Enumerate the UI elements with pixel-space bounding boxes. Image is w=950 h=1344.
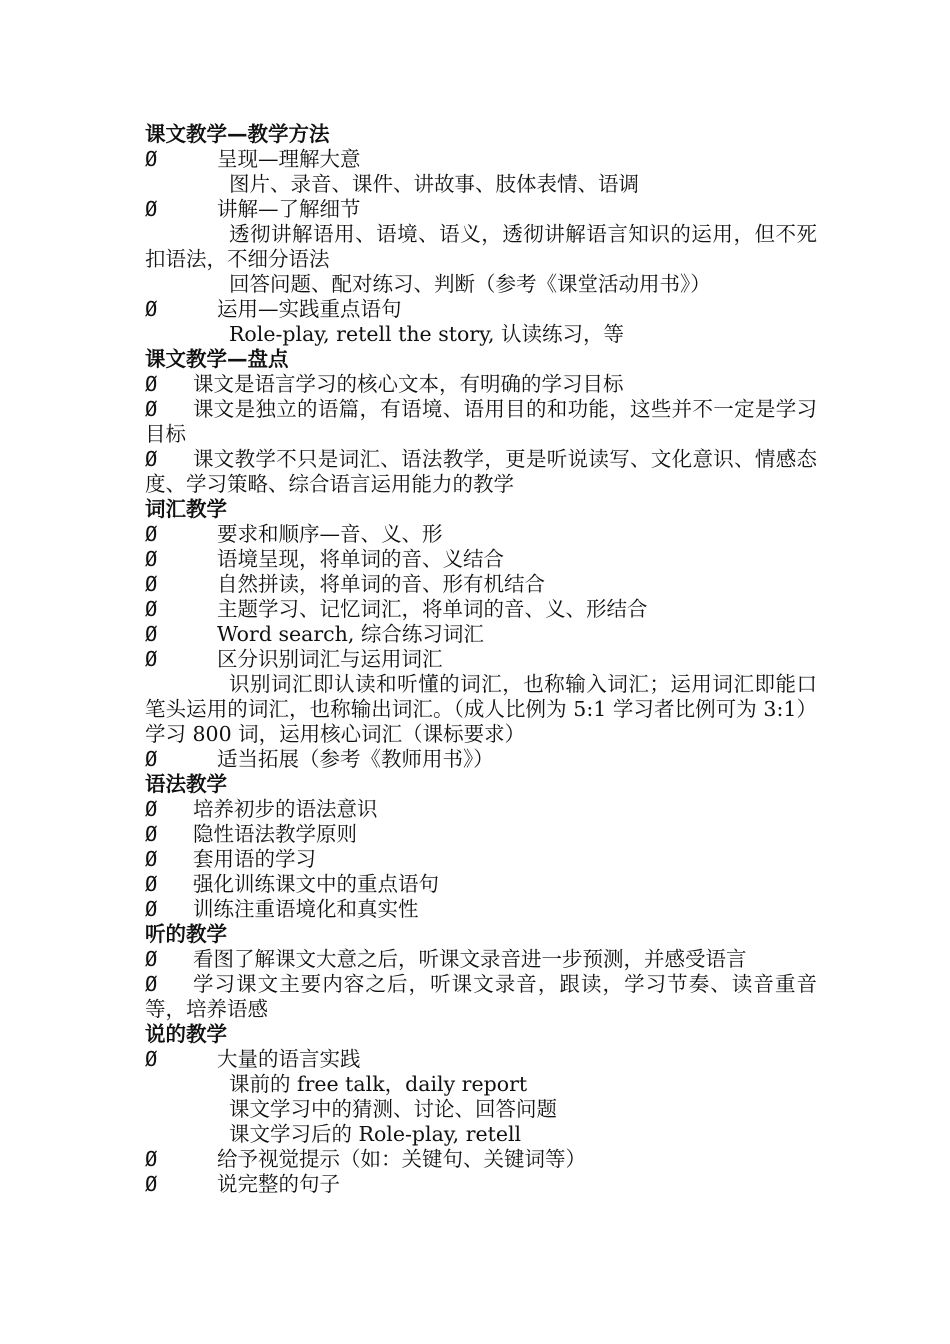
heading-text-listening: 听的教学: [145, 922, 227, 946]
bullet-text: 培养初步的语法意识: [193, 797, 378, 821]
sub-text: 课文学习中的猜测、讨论、回答问题: [229, 1097, 557, 1121]
heading-text-vocabulary: 词汇教学: [145, 497, 227, 521]
bullet-text: 讲解—了解细节: [217, 197, 361, 221]
bullet-text: 给予视觉提示（如：关键句、关键词等）: [217, 1147, 586, 1171]
bullet-text: 自然拼读，将单词的音、形有机结合: [217, 572, 545, 596]
bullet-icon: Ø: [145, 747, 158, 771]
bullet-text: 适当拓展（参考《教师用书》）: [217, 747, 494, 771]
bullet-row: [145, 797, 817, 822]
bullet-row: [145, 547, 817, 572]
bullet-icon: Ø: [145, 647, 158, 671]
bullet-text: 主题学习、记忆词汇，将单词的音、义、形结合: [217, 597, 648, 621]
sub-text: 回答问题、配对练习、判断（参考《课堂活动用书》）: [229, 272, 711, 296]
bullet-row: [145, 522, 817, 547]
bullet-row: [145, 297, 817, 322]
bullet-row-wrapped: [145, 972, 817, 1022]
heading-text-review: 课文教学—盘点: [145, 347, 289, 371]
bullet-text: 要求和顺序—音、义、形: [217, 522, 443, 546]
bullet-icon: Ø: [145, 1172, 158, 1196]
bullet-row: [145, 822, 817, 847]
bullet-icon: Ø: [145, 397, 158, 421]
bullet-row: [145, 847, 817, 872]
bullet-icon: Ø: [145, 447, 158, 471]
bullet-icon: Ø: [145, 872, 158, 896]
bullet-text: 看图了解课文大意之后，听课文录音进一步预测，并感受语言: [193, 947, 747, 971]
bullet-text: 隐性语法教学原则: [193, 822, 357, 846]
bullet-row: [145, 197, 817, 222]
bullet-icon: Ø: [145, 547, 158, 571]
heading-text-speaking: 说的教学: [145, 1022, 227, 1046]
bullet-icon: Ø: [145, 522, 158, 546]
bullet-text: 强化训练课文中的重点语句: [193, 872, 439, 896]
bullet-icon: Ø: [145, 947, 158, 971]
sub-paragraph: 识别词汇即认读和听懂的词汇，也称输入词汇；运用词汇即能口笔头运用的词汇，也称输出词汇。（成人比例为 5:1 学习者比例可为 3:1） 学习 800 词，运用核心词汇（课标要求）: [145, 672, 817, 746]
bullet-text: 课文教学不只是词汇、语法教学，更是听说读写、文化意识、情感态度、学习策略、综合语言运用能力的教学: [145, 447, 817, 496]
bullet-row: [145, 597, 817, 622]
bullet-icon: Ø: [145, 372, 158, 396]
heading-text-grammar: 语法教学: [145, 772, 227, 796]
bullet-text: 大量的语言实践: [217, 1047, 361, 1071]
bullet-icon: Ø: [145, 797, 158, 821]
bullet-row: [145, 1147, 817, 1172]
bullet-icon: Ø: [145, 147, 158, 171]
bullet-icon: Ø: [145, 622, 158, 646]
bullet-row: [145, 572, 817, 597]
bullet-text: 语境呈现，将单词的音、义结合: [217, 547, 504, 571]
bullet-text: 课文是独立的语篇，有语境、语用目的和功能，这些并不一定是学习目标: [145, 397, 817, 446]
bullet-row-wrapped: [145, 947, 817, 972]
bullet-row: [145, 147, 817, 172]
bullet-row: [145, 1047, 817, 1072]
sub-text: 课文学习后的 Role-play, retell: [229, 1122, 522, 1146]
bullet-row-wrapped: [145, 447, 817, 497]
sub-text: 课前的 free talk，daily report: [229, 1072, 528, 1096]
bullet-text: 学习课文主要内容之后，听课文录音，跟读，学习节奏、读音重音等，培养语感: [145, 972, 817, 1021]
bullet-text: 说完整的句子: [217, 1172, 340, 1196]
bullet-icon: Ø: [145, 1047, 158, 1071]
bullet-icon: Ø: [145, 572, 158, 596]
bullet-row: [145, 872, 817, 897]
bullet-icon: Ø: [145, 297, 158, 321]
bullet-row-wrapped: [145, 397, 817, 447]
bullet-icon: Ø: [145, 897, 158, 921]
bullet-text: 区分识别词汇与运用词汇: [217, 647, 443, 671]
bullet-icon: Ø: [145, 972, 158, 996]
bullet-row: [145, 897, 817, 922]
bullet-icon: Ø: [145, 847, 158, 871]
bullet-text: 呈现—理解大意: [217, 147, 361, 171]
bullet-row: [145, 647, 817, 672]
sub-text: Role-play, retell the story, 认读练习，等: [229, 322, 624, 346]
bullet-row: [145, 1172, 817, 1197]
bullet-icon: Ø: [145, 1147, 158, 1171]
bullet-icon: Ø: [145, 197, 158, 221]
bullet-row: [145, 372, 817, 397]
bullet-row: [145, 747, 817, 772]
bullet-text: 训练注重语境化和真实性: [193, 897, 419, 921]
bullet-icon: Ø: [145, 822, 158, 846]
document-body: [145, 122, 817, 1197]
sub-paragraph: 透彻讲解语用、语境、语义，透彻讲解语言知识的运用，但不死扣语法，不细分语法: [145, 222, 817, 271]
bullet-row: [145, 622, 817, 647]
sub-text: 图片、录音、课件、讲故事、肢体表情、语调: [229, 172, 639, 196]
bullet-text: 套用语的学习: [193, 847, 316, 871]
bullet-text: 运用—实践重点语句: [217, 297, 402, 321]
heading-text-teaching-methods: 课文教学—教学方法: [145, 122, 330, 146]
bullet-text: Word search, 综合练习词汇: [217, 622, 484, 646]
bullet-text: 课文是语言学习的核心文本，有明确的学习目标: [193, 372, 624, 396]
bullet-icon: Ø: [145, 597, 158, 621]
